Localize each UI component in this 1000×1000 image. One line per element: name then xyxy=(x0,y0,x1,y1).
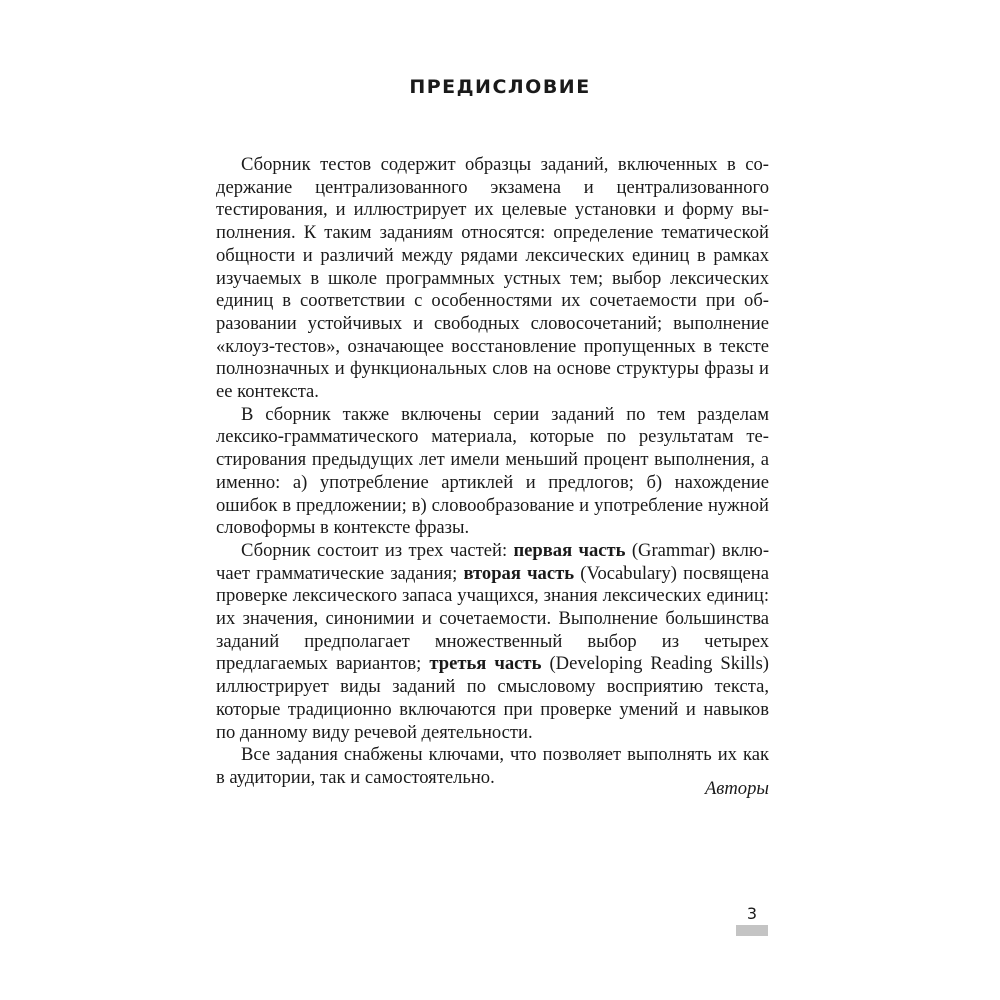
text-run: В сборник также включены серии заданий по тем разделам лексико-грамматического материала, которые по результатам тестирования предыдущих лет имели меньший процент выполнения, а именно: а) употребление артиклей и предлогов; б) нахождение ошибок в предложении; в) словообразование и употребление нужной словоформы в контексте фразы. xyxy=(216,403,769,539)
text-run: Сборник состоит из трех частей: xyxy=(241,539,514,561)
paragraph xyxy=(216,540,769,744)
body-text xyxy=(216,154,769,790)
page-number: 3 xyxy=(746,904,758,923)
paragraph xyxy=(216,154,769,404)
page-title: ПРЕДИСЛОВИЕ xyxy=(409,76,591,98)
bold-term: третья часть xyxy=(429,653,542,675)
text-run: Все задания снабжены ключами, что позволяет выполнять их как в аудитории, так и самостоятельно. xyxy=(216,744,769,788)
signature: Авторы xyxy=(704,778,769,799)
page-number-bar xyxy=(736,925,768,936)
paragraph xyxy=(216,404,769,540)
bold-term: вторая часть xyxy=(463,562,575,584)
text-run: Сборник тестов содержит образцы заданий, включенных в содержание централизованного экзамена и централизованного тестирования, и иллюстрирует их целевые установки и форму выполнения. К таким заданиям относятся: определение тематической общности и различий между рядами лексических единиц в рамках изучаемых в школе программных устных тем; выбор лексических единиц в соответствии с особенностями их сочетаемости при образовании устойчивых и свободных словосочетаний; выполнение «клоуз-тестов», означающее восстановление пропущенных в тексте полнозначных и функциональных слов на основе структуры фразы и ее контекста. xyxy=(216,154,769,403)
paragraph xyxy=(216,744,769,789)
bold-term: первая часть xyxy=(513,539,626,561)
text-run: (Vocabulary) посвящена проверке лексического запаса учащихся, знания лексических единиц: их значения, синонимии и сочетаемости. Выполнение большинства заданий предполагает множественный выбор из четырех предлагаемых вариантов; xyxy=(216,562,769,675)
text-run: (Grammar) включает грамматические задания; xyxy=(216,539,770,584)
text-run: (Developing Reading Skills) иллюстрирует виды заданий по смысловому восприятию текста, которые традиционно включаются при проверке умений и навыков по данному виду речевой деятельности. xyxy=(216,653,769,743)
